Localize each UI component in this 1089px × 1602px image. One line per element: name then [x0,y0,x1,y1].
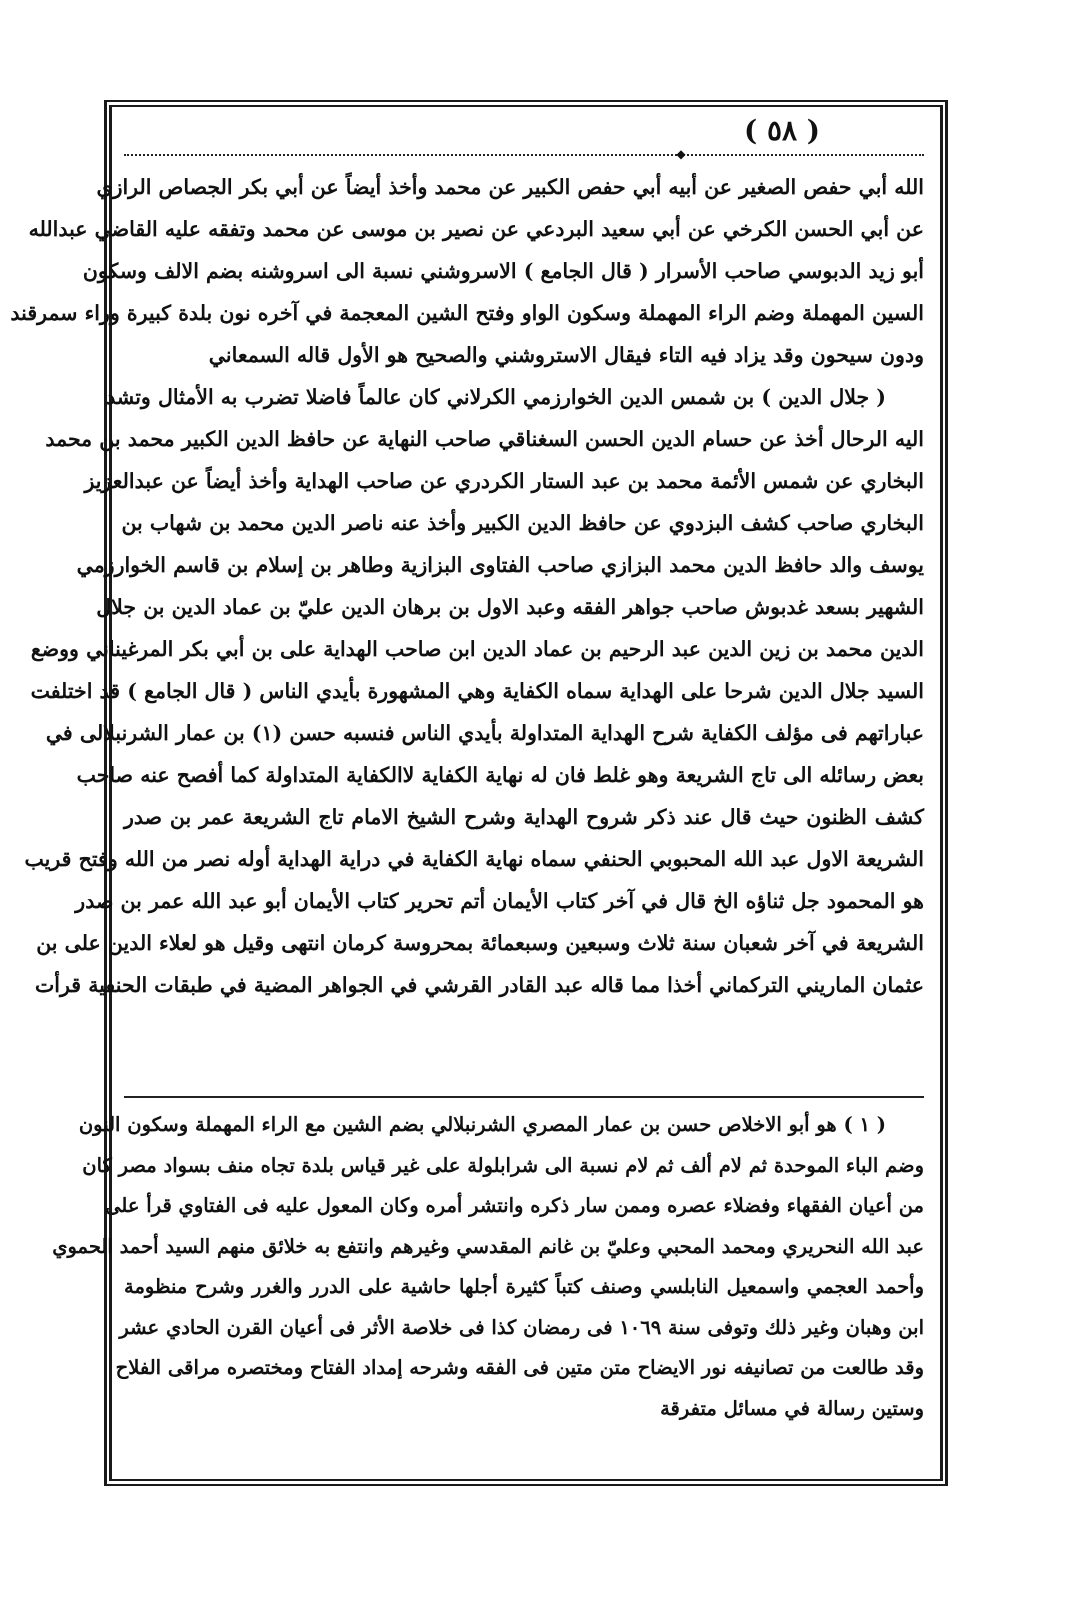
body-line: يوسف والد حافظ الدين محمد البزازي صاحب الفتاوى البزازية وطاهر بن إسلام بن قاسم الخوارزمي [76,553,924,577]
body-line: السيد جلال الدين شرحا على الهداية سماه الكفاية وهي المشهورة بأيدي الناس ( قال الجامع ) قد اختلفت [30,679,924,703]
body-line: هو المحمود جل ثناؤه الخ قال في آخر كتاب الأيمان أتم تحرير كتاب الأيمان أبو عبد الله عمر بن صدر [75,889,924,913]
body-line: الشريعة في آخر شعبان سنة ثلاث وسبعين وسبعمائة بمحروسة كرمان انتهى وقيل هو لعلاء الدين على بن [36,931,924,955]
body-line: اليه الرحال أخذ عن حسام الدين الحسن السغناقي صاحب النهاية عن حافظ الدين الكبير محمد بن محمد [45,427,924,451]
footnote-line: وضم الباء الموحدة ثم لام ألف ثم لام نسبة الى شرابلولة على غير قياس بلدة تجاه منف بسواد مصر كان [82,1153,924,1177]
body-line: أبو زيد الدبوسي صاحب الأسرار ( قال الجامع ) الاسروشني نسبة الى اسروشنه بضم الالف وسكون [82,259,924,283]
body-line: البخاري صاحب كشف البزدوي عن حافظ الدين الكبير وأخذ عنه ناصر الدين محمد بن شهاب بن [121,511,924,535]
body-line: عن أبي الحسن الكرخي عن أبي سعيد البردعي عن نصير بن موسى عن محمد وتفقه عليه القاضي عبدالله [28,217,924,241]
body-line: السين المهملة وضم الراء المهملة وسكون الواو وفتح الشين المعجمة في آخره نون بلدة كبيرة وراء سمرقند [10,301,924,325]
body-line: كشف الظنون حيث قال عند ذكر شروح الهداية وشرح الشيخ الامام تاج الشريعة عمر بن صدر [124,805,924,829]
page-number: ( ٥٨ ) [743,114,821,147]
footnote-line: وأحمد العجمي واسمعيل النابلسي وصنف كتباً كثيرة أجلها حاشية على الدرر والغرر وشرح منظومة [124,1275,924,1298]
body-line: الله أبي حفص الصغير عن أبيه أبي حفص الكبير عن محمد وأخذ أيضاً عن أبي بكر الجصاص الرازي [96,175,924,199]
footnote-line: وستين رسالة في مسائل متفرقة [660,1396,924,1420]
body-line: عباراتهم فى مؤلف الكفاية شرح الهداية المتداولة بأيدي الناس فنسبه حسن (١) بن عمار الشرنبلالى في [45,721,924,745]
body-line: البخاري عن شمس الأئمة محمد بن عبد الستار الكردري عن صاحب الهداية وأخذ أيضاً عن عبدالعزيز [84,469,924,493]
main-text-body [10,166,924,1091]
body-line: الشريعة الاول عبد الله المحبوبي الحنفي سماه نهاية الكفاية في دراية الهداية أوله نصر من الله وفتح قريب [24,847,924,871]
footnote-block [52,1105,924,1473]
footnote-separator [124,1096,924,1098]
body-line: بعض رسائله الى تاج الشريعة وهو غلط فان له نهاية الكفاية لاالكفاية المتداولة كما أفصح عنه صاحب [76,763,924,787]
footnote-line: ابن وهبان وغير ذلك وتوفى سنة ١٠٦٩ فى رمضان كذا فى خلاصة الأثر فى أعيان القرن الحادي عشر [119,1315,924,1339]
body-line: عثمان الماريني التركماني أخذا مما قاله عبد القادر القرشي في الجواهر المضية في طبقات الحنفية قرأت [35,973,924,997]
footnote-line: عبد الله النحريري ومحمد المحبي وعليّ بن غانم المقدسي وغيرهم وانتفع به خلائق منهم السيد أحمد الحموي [52,1234,924,1258]
footnote-line: ( ١ ) هو أبو الاخلاص حسن بن عمار المصري الشرنبلالي بضم الشين مع الراء المهملة وسكون النون [78,1113,886,1136]
footnote-line: من أعيان الفقهاء وفضلاء عصره وممن سار ذكره وانتشر أمره وكان المعول عليه فى الفتاوي قرأ على [105,1194,924,1217]
header-dotted-rule [124,154,924,156]
body-line: ودون سيحون وقد يزاد فيه التاء فيقال الاستروشني والصحيح هو الأول قاله السمعاني [208,343,924,367]
header-rule-ornament: ◆ [676,147,686,161]
footnote-line: وقد طالعت من تصانيفه نور الايضاح متن متين فى الفقه وشرحه إمداد الفتاح ومختصره مراقى الفلاح [115,1356,924,1379]
body-line: ( جلال الدين ) بن شمس الدين الخوارزمي الكرلاني كان عالماً فاضلا تضرب به الأمثال وتشد [106,385,886,409]
body-line: الشهير بسعد غدبوش صاحب جواهر الفقه وعبد الاول بن برهان الدين عليّ بن عماد الدين بن جلال [96,595,924,619]
body-line: الدين محمد بن زين الدين عبد الرحيم بن عماد الدين ابن صاحب الهداية على بن أبي بكر المرغيناني ووضع [30,637,924,661]
